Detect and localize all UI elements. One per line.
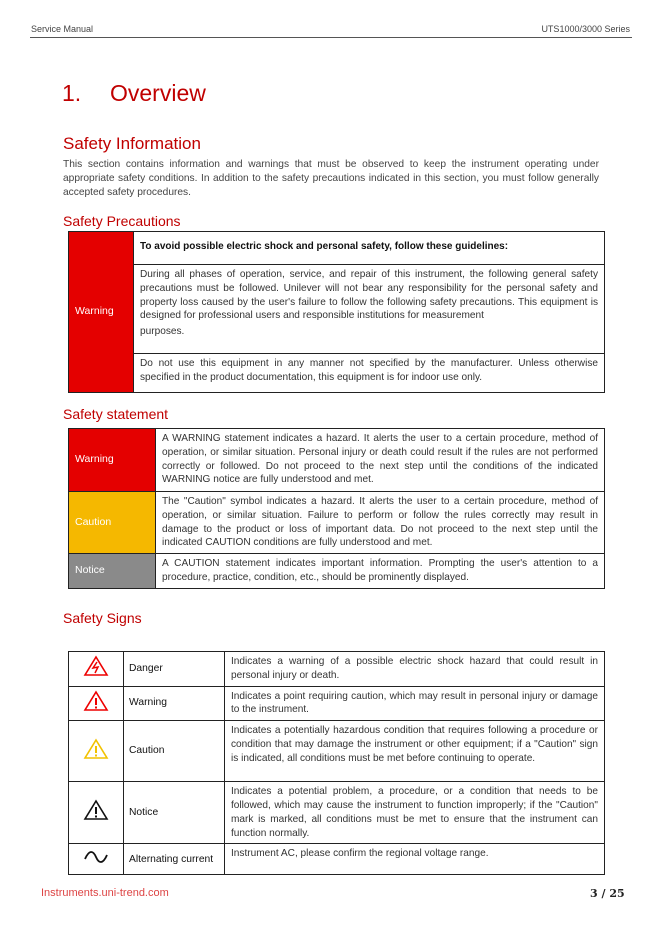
header-divider bbox=[30, 37, 632, 38]
chapter-heading bbox=[62, 80, 206, 107]
statement-caution-label: Caution bbox=[69, 492, 156, 554]
statement-warning-label: Warning bbox=[69, 429, 156, 492]
precautions-table bbox=[68, 231, 605, 393]
statement-notice-label: Notice bbox=[69, 554, 156, 589]
statement-warning-text: A WARNING statement indicates a hazard. It alerts the user to a certain procedure, method of operation, or similar situation. Personal injury or death could result if the rules are not performed correctly or followed. Do not proceed to the next step until the conditions of the indicated WARNING notice are fully understood and met. bbox=[156, 429, 605, 492]
precautions-title: Safety Precautions bbox=[63, 213, 181, 229]
safety-info-title: Safety Information bbox=[63, 134, 201, 153]
sign-name-notice: Notice bbox=[124, 782, 225, 844]
header-left: Service Manual bbox=[31, 24, 94, 34]
precautions-row-guidelines: To avoid possible electric shock and personal safety, follow these guidelines: bbox=[134, 232, 605, 265]
precautions-general-text: During all phases of operation, service, and repair of this instrument, the following general safety precautions must be followed. Unilever will not bear any responsibility for the personal safety and property loss caused by the user's failure to follow the following safety precautions. This equipment is designed for professional users and responsible institutions for measurement bbox=[140, 269, 598, 322]
sign-name-ac: Alternating current bbox=[124, 844, 225, 875]
statement-caution-text: The "Caution" symbol indicates a hazard. It alerts the user to a certain procedure, method of operation, or similar situation. Failure to perform or follow the rules correctly may result in damage to the product or loss of important data. Do not proceed to the next step until the indicated CAUTION conditions are fully understood and met. bbox=[156, 492, 605, 554]
electric-shock-icon bbox=[69, 652, 124, 687]
signs-table bbox=[68, 651, 605, 875]
warning-icon bbox=[69, 686, 124, 721]
footer-page-number: 3 / 25 bbox=[590, 887, 625, 900]
precautions-row-indoor: Do not use this equipment in any manner not specified by the manufacturer. Unless otherwise specified in the product documentation, this equipment is for indoor use only. bbox=[134, 354, 605, 393]
sign-text-ac: Instrument AC, please confirm the regional voltage range. bbox=[225, 844, 605, 875]
safety-info-text: This section contains information and warnings that must be observed to keep the instrument operating under appropriate safety conditions. In addition to the safety precautions indicated in this section, you must follow generally accepted safety procedures. bbox=[63, 159, 599, 198]
precautions-row-general bbox=[134, 265, 605, 354]
precautions-general-text-end: purposes. bbox=[140, 326, 185, 338]
caution-icon bbox=[69, 721, 124, 782]
sign-name-danger: Danger bbox=[124, 652, 225, 687]
statement-notice-text: A CAUTION statement indicates important information. Prompting the user's attention to a procedure, practice, condition, etc., should be prominently displayed. bbox=[156, 554, 605, 589]
statement-title: Safety statement bbox=[63, 406, 169, 422]
precautions-warning-label: Warning bbox=[69, 232, 134, 393]
sign-name-warning: Warning bbox=[124, 686, 225, 721]
statement-table bbox=[68, 428, 605, 589]
signs-title: Safety Signs bbox=[63, 610, 142, 626]
alternating-current-icon bbox=[69, 844, 124, 875]
sign-text-danger: Indicates a warning of a possible electric shock hazard that could result in personal injury or death. bbox=[225, 652, 605, 687]
sign-text-notice: Indicates a potential problem, a procedure, or a condition that needs to be followed, which may cause the instrument to function improperly; if the "Caution" mark is marked, all conditions must be met to ensure that the instrument can function normally. bbox=[225, 782, 605, 844]
notice-icon bbox=[69, 782, 124, 844]
sign-text-caution: Indicates a potentially hazardous condition that requires following a procedure or condition that may damage the instrument or other equipment; if a "Caution" sign is indicated, all conditions must be met before continuing to operate. bbox=[225, 721, 605, 782]
chapter-number: 1. bbox=[62, 80, 82, 106]
footer-website: Instruments.uni-trend.com bbox=[41, 887, 169, 899]
sign-name-caution: Caution bbox=[124, 721, 225, 782]
sign-text-warning: Indicates a point requiring caution, which may result in personal injury or damage to the instrument. bbox=[225, 686, 605, 721]
chapter-title: Overview bbox=[110, 80, 206, 106]
header-right: UTS1000/3000 Series bbox=[541, 24, 630, 34]
